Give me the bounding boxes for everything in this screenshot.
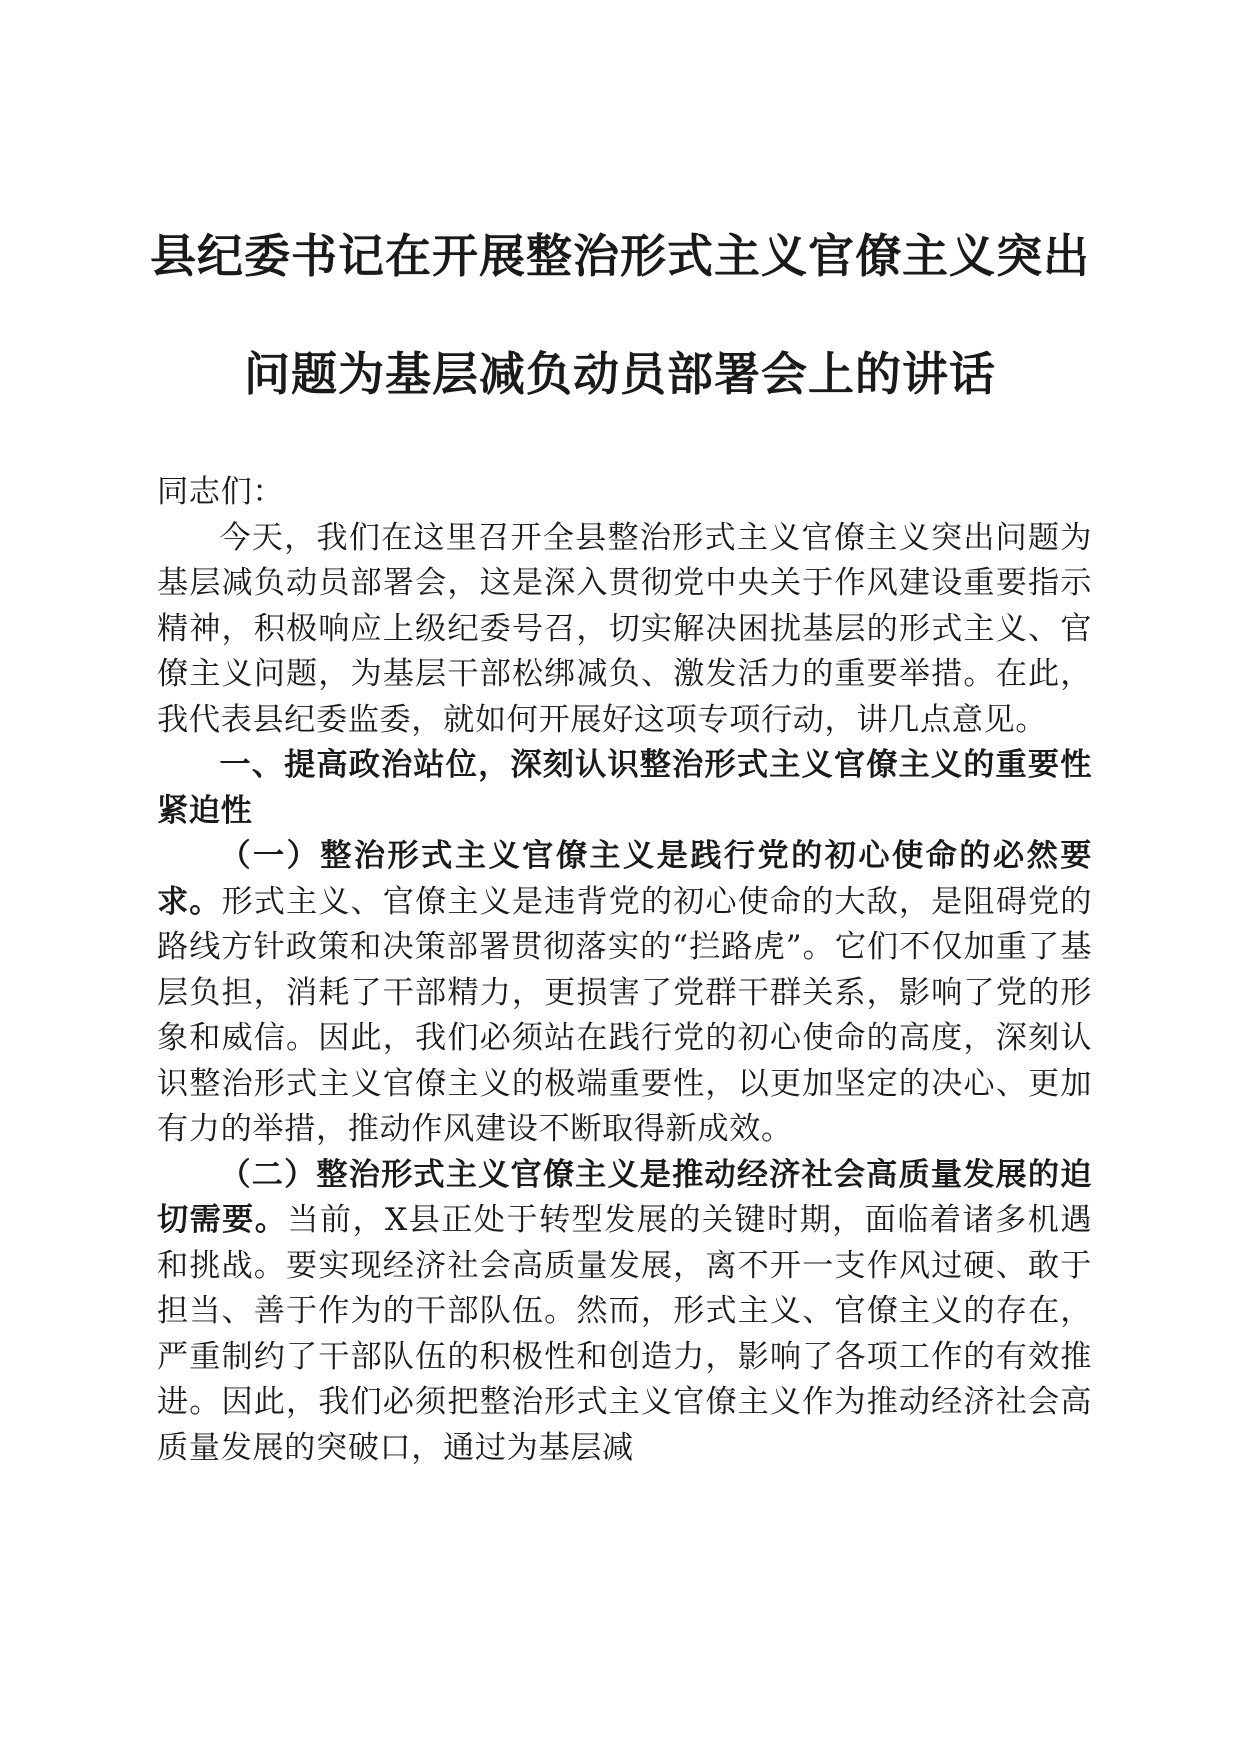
section-1-heading: 一、提高政治站位，深刻认识整治形式主义官僚主义的重要性紧迫性 bbox=[157, 747, 1092, 829]
document-title-line-2: 问题为基层减负动员部署会上的讲话 bbox=[244, 347, 996, 401]
intro-paragraph: 今天，我们在这里召开全县整治形式主义官僚主义突出问题为基层减负动员部署会，这是深入贯彻党中央关于作风建设重要指示精神，积极响应上级纪委号召，切实解决困扰基层的形式主义、官僚主义问题，为基层干部松绑减负、激发活力的重要举措。在此，我代表县纪委监委，就如何开展好这项专项行动，讲几点意见。 bbox=[157, 519, 1092, 738]
point-1-heading: （一）整治形式主义官僚主义是践行党的初心使命的必然要求。 bbox=[157, 838, 1092, 920]
document-title-line-1: 县纪委书记在开展整治形式主义官僚主义突出 bbox=[150, 229, 1090, 283]
document-body bbox=[157, 470, 1092, 1471]
point-1-body: 形式主义、官僚主义是违背党的初心使命的大敌，是阻碍党的路线方针政策和决策部署贯彻落实的“拦路虎”。它们不仅加重了基层负担，消耗了干部精力，更损害了党群干群关系，影响了党的形象和威信。因此，我们必须站在践行党的初心使命的高度，深刻认识整治形式主义官僚主义的极端重要性，以更加坚定的决心、更加有力的举措，推动作风建设不断取得新成效。 bbox=[157, 883, 1092, 1147]
salutation: 同志们： bbox=[157, 474, 285, 510]
point-1-paragraph bbox=[157, 834, 1092, 1153]
point-2-body: 当前，X县正处于转型发展的关键时期，面临着诸多机遇和挑战。要实现经济社会高质量发展，离不开一支作风过硬、敢于担当、善于作为的干部队伍。然而，形式主义、官僚主义的存在，严重制约了干部队伍的积极性和创造力，影响了各项工作的有效推进。因此，我们必须把整治形式主义官僚主义作为推动经济社会高质量发展的突破口，通过为基层减 bbox=[157, 1202, 1092, 1466]
point-2-paragraph bbox=[157, 1153, 1092, 1472]
point-2-heading: （二）整治形式主义官僚主义是推动经济社会高质量发展的迫切需要。 bbox=[157, 1156, 1092, 1238]
